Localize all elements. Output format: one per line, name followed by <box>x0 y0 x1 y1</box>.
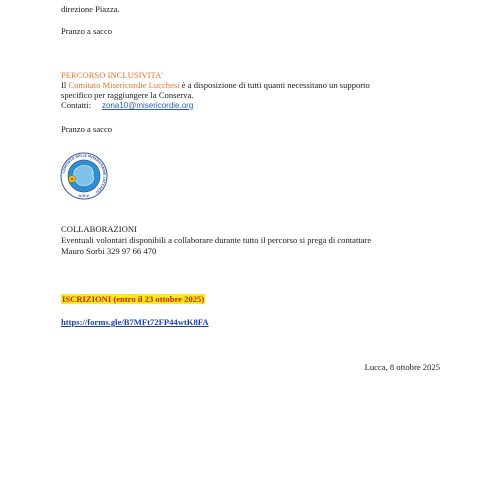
contact-label: Contatti: <box>61 100 92 110</box>
inclusivity-line-2: specifico per raggiungere la Conserva. <box>61 90 194 100</box>
collab-line-1: Eventuali volontari disponibili a collaborare durante tutto il percorso si prega di contattare <box>61 235 372 245</box>
inclusivity-rest: è a disposizione di tutti quanti necessitano un supporto <box>179 80 370 90</box>
collab-heading: COLLABORAZIONI <box>61 224 137 234</box>
logo-ring-text: COMITATO DELLE MISERICORDIE LUCCHESI <box>61 153 107 195</box>
registration-line <box>61 294 205 304</box>
logo-bottom-text: O.D.V. <box>78 194 90 198</box>
registration-link-line <box>61 317 209 327</box>
intro-line-end: direzione Piazza. <box>61 4 120 14</box>
lunch-note-2: Pranzo a sacco <box>61 124 113 134</box>
registration-form-link[interactable]: https://forms.gle/B7MFt72FP44wtK8FA <box>61 317 209 327</box>
organization-name: Comitato Misericordie Lucchesi <box>68 80 180 90</box>
misericordie-seal-icon <box>60 152 108 200</box>
inclusivity-prefix: Il <box>61 80 69 90</box>
contact-line <box>61 100 193 111</box>
registration-label: ISCRIZIONI (entro il 23 ottobre 2025) <box>62 294 205 304</box>
signoff-date: Lucca, 8 ottobre 2025 <box>364 362 440 372</box>
inclusivity-heading: PERCORSO INCLUSIVITA' <box>61 70 163 80</box>
lunch-note-1: Pranzo a sacco <box>61 26 113 36</box>
contact-email-link[interactable]: zona10@misericordie.org <box>102 101 194 110</box>
inclusivity-line-1 <box>61 80 370 90</box>
collab-line-2: Mauro Sorbi 329 97 66 470 <box>61 246 157 256</box>
